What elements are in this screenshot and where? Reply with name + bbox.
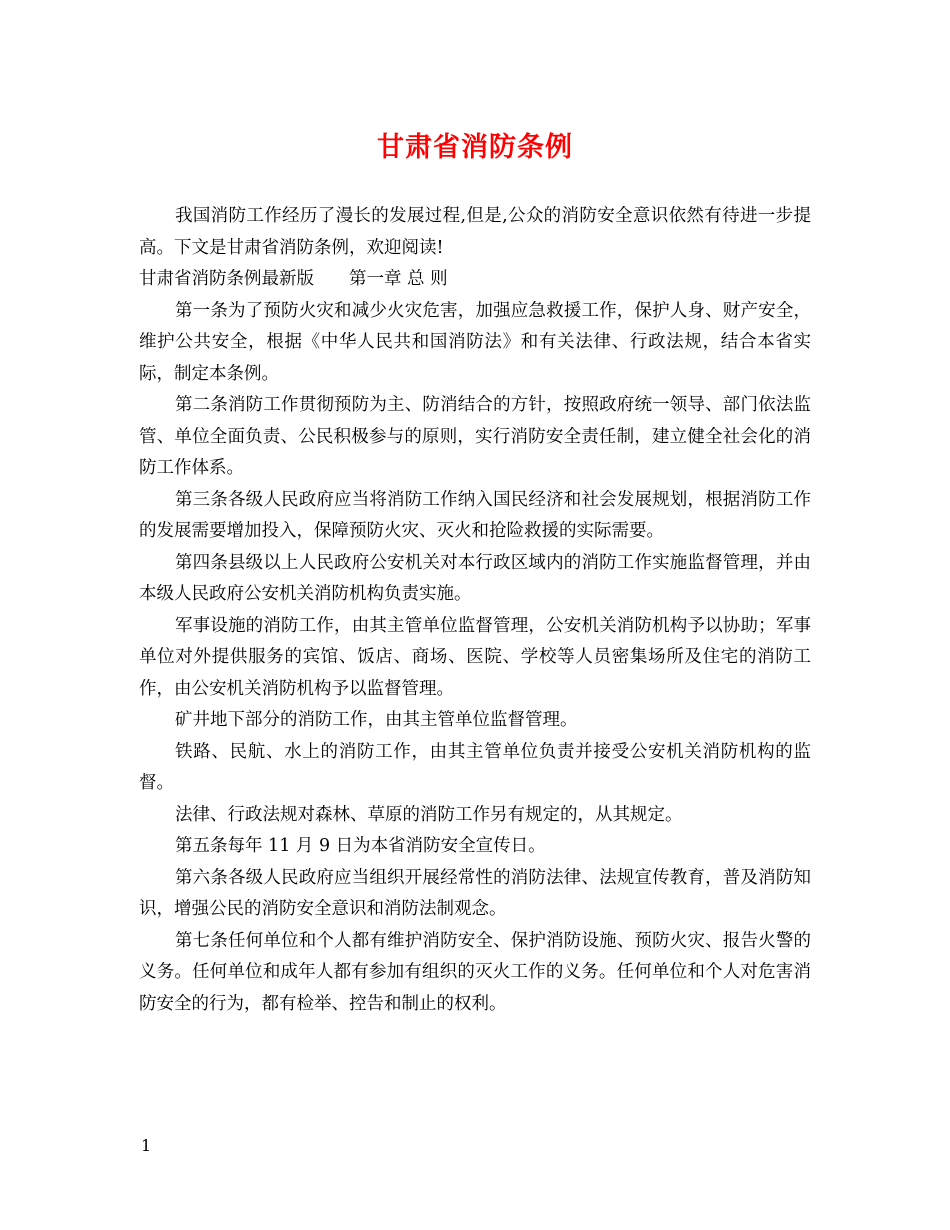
- mine-paragraph: 矿井地下部分的消防工作，由其主管单位监督管理。: [175, 710, 578, 730]
- article-5-paragraph: 第五条每年 11 月 9 日为本省消防安全宣传日。: [175, 836, 546, 856]
- article-7-paragraph: 第七条任何单位和个人都有维护消防安全、保护消防设施、预防火灾、报告火警的义务。任何单位和成年人都有参加有组织的灭火工作的义务。任何单位和个人对危害消防安全的行为，都有检举、控告和制止的权利。: [139, 930, 811, 1014]
- page-number: 1: [141, 1136, 152, 1155]
- military-facilities-paragraph: 军事设施的消防工作，由其主管单位监督管理，公安机关消防机构予以协助；军事单位对外提供服务的宾馆、饭店、商场、医院、学校等人员密集场所及住宅的消防工作，由公安机关消防机构予以监督管理。: [139, 615, 811, 699]
- document-body: [139, 201, 811, 1020]
- article-6-paragraph: 第六条各级人民政府应当组织开展经常性的消防法律、法规宣传教育，普及消防知识，增强公民的消防安全意识和消防法制观念。: [139, 867, 811, 919]
- forest-grassland-paragraph: 法律、行政法规对森林、草原的消防工作另有规定的，从其规定。: [175, 804, 683, 825]
- article-3-paragraph: 第三条各级人民政府应当将消防工作纳入国民经济和社会发展规划，根据消防工作的发展需要增加投入，保障预防火灾、灭火和抢险救援的实际需要。: [139, 489, 811, 541]
- article-4-paragraph: 第四条县级以上人民政府公安机关对本行政区域内的消防工作实施监督管理，并由本级人民政府公安机关消防机构负责实施。: [139, 552, 811, 604]
- document-title: 甘肃省消防条例: [377, 132, 573, 163]
- railway-aviation-paragraph: 铁路、民航、水上的消防工作，由其主管单位负责并接受公安机关消防机构的监督。: [139, 741, 811, 793]
- article-2-paragraph: 第二条消防工作贯彻预防为主、防消结合的方针，按照政府统一领导、部门依法监管、单位全面负责、公民积极参与的原则，实行消防安全责任制，建立健全社会化的消防工作体系。: [139, 395, 811, 478]
- chapter-heading-line: 甘肃省消防条例最新版 第一章 总 则: [139, 269, 448, 289]
- intro-paragraph: 我国消防工作经历了漫长的发展过程,但是,公众的消防安全意识依然有待进一步提高。下文是甘肃省消防条例，欢迎阅读!: [139, 206, 811, 258]
- article-1-paragraph: 第一条为了预防火灾和减少火灾危害，加强应急救援工作，保护人身、财产安全，维护公共安全，根据《中华人民共和国消防法》和有关法律、行政法规，结合本省实际，制定本条例。: [139, 300, 811, 384]
